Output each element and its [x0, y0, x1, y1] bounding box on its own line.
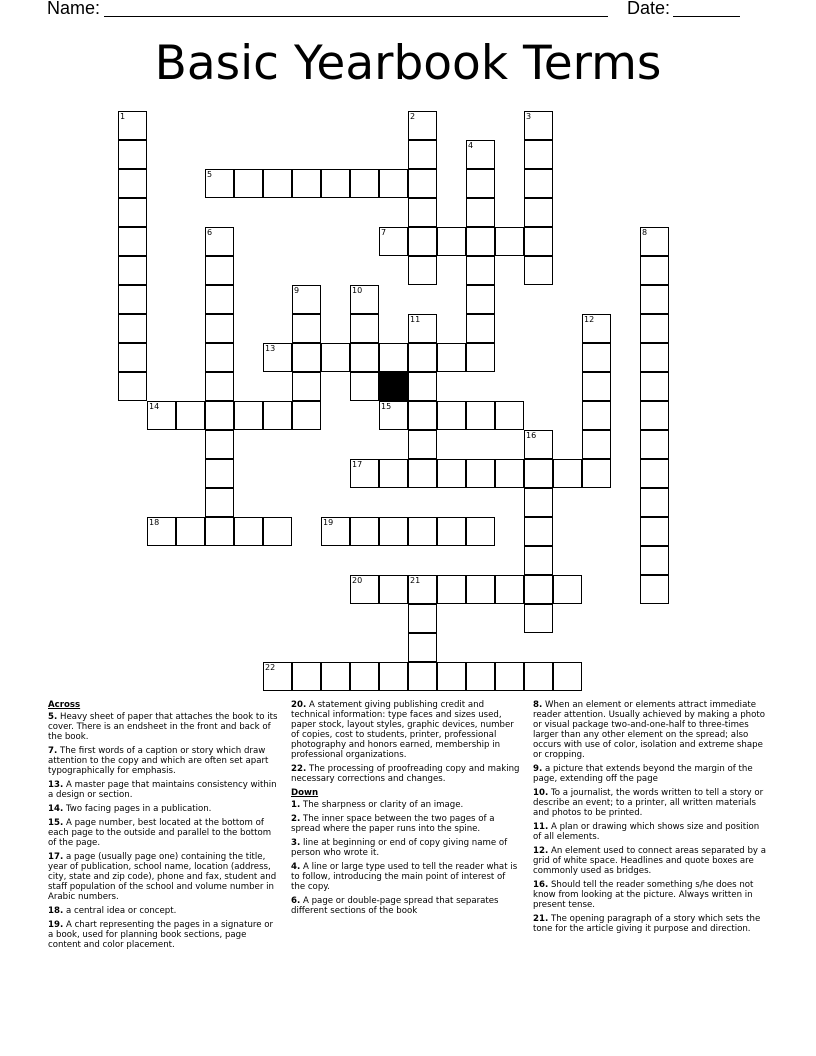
grid-cell[interactable]	[350, 343, 379, 372]
grid-cell[interactable]	[524, 198, 553, 227]
grid-cell[interactable]	[118, 372, 147, 401]
clue	[291, 700, 521, 760]
grid-cell[interactable]	[379, 662, 408, 691]
grid-cell[interactable]	[408, 517, 437, 546]
clue-number: 10	[352, 286, 363, 295]
grid-cell[interactable]	[466, 459, 495, 488]
grid-cell[interactable]	[466, 227, 495, 256]
grid-cell[interactable]	[205, 372, 234, 401]
grid-cell[interactable]	[495, 459, 524, 488]
grid-cell[interactable]	[495, 662, 524, 691]
clue-num: 4.	[291, 862, 301, 872]
clue	[291, 838, 521, 858]
clue	[291, 814, 521, 834]
grid-cell[interactable]	[350, 517, 379, 546]
clue-number: 14	[149, 402, 160, 411]
clue	[48, 852, 280, 902]
clue-text: a central idea or concept.	[65, 906, 177, 916]
grid-cell[interactable]	[118, 227, 147, 256]
clue	[48, 906, 280, 916]
clue-num: 11.	[533, 822, 549, 832]
grid-cell[interactable]	[553, 459, 582, 488]
grid-cell[interactable]	[524, 256, 553, 285]
clues-column-2	[291, 700, 521, 920]
grid-cell[interactable]	[321, 662, 350, 691]
clue-num: 13.	[48, 780, 64, 790]
down-clue-list-continued	[533, 700, 769, 934]
grid-cell[interactable]	[466, 198, 495, 227]
clue-text: An element used to connect areas separated by a grid of white space. Headlines and quote boxes are commonly used as bridges.	[533, 846, 766, 876]
grid-cell[interactable]	[582, 459, 611, 488]
clue-text: a page (usually page one) containing the title, year of publication, school name, location (address, city, state and zip code), phone and fax, student and staff population of the school and volume number in Arabic numbers.	[48, 852, 277, 902]
clue-number: 15	[381, 402, 392, 411]
grid-cell[interactable]	[321, 343, 350, 372]
grid-cell[interactable]	[350, 169, 379, 198]
grid-cell[interactable]	[408, 662, 437, 691]
grid-cell[interactable]	[118, 169, 147, 198]
clue-num: 1.	[291, 800, 301, 810]
grid-cell[interactable]	[640, 488, 669, 517]
clue-number: 12	[584, 315, 595, 324]
clue	[533, 822, 769, 842]
grid-cell[interactable]	[118, 314, 147, 343]
grid-cell[interactable]	[524, 604, 553, 633]
across-clue-list-continued	[291, 700, 521, 784]
grid-cell[interactable]	[234, 169, 263, 198]
grid-cell[interactable]	[321, 169, 350, 198]
grid-cell[interactable]	[408, 227, 437, 256]
clue-text: Heavy sheet of paper that attaches the book to its cover. There is an endsheet in the front and back of the book.	[48, 712, 278, 742]
grid-cell[interactable]	[408, 169, 437, 198]
clue-num: 9.	[533, 764, 543, 774]
grid-cell[interactable]	[437, 662, 466, 691]
clue	[48, 780, 280, 800]
clue-num: 8.	[533, 700, 543, 710]
grid-cell[interactable]	[553, 575, 582, 604]
clue-num: 16.	[533, 880, 549, 890]
clue-text: A line or large type used to tell the reader what is to follow, introducing the main point of interest of the copy.	[291, 862, 518, 892]
clue	[291, 800, 521, 810]
grid-cell[interactable]	[205, 256, 234, 285]
grid-cell[interactable]	[408, 604, 437, 633]
grid-cell[interactable]	[408, 198, 437, 227]
grid-cell[interactable]	[640, 256, 669, 285]
grid-cell[interactable]	[379, 575, 408, 604]
grid-cell[interactable]	[640, 401, 669, 430]
clue	[533, 846, 769, 876]
clues-column-3	[533, 700, 769, 938]
grid-cell[interactable]	[524, 459, 553, 488]
grid-cell[interactable]	[640, 459, 669, 488]
clue-text: When an element or elements attract immediate reader attention. Usually achieved by making a photo or visual package two-and-one-half to three-times larger than any other element on the spread; also occurs with use of color, isolation and extreme shape or cropping.	[533, 700, 766, 760]
grid-cell[interactable]	[292, 169, 321, 198]
grid-cell[interactable]	[408, 140, 437, 169]
grid-cell[interactable]	[205, 517, 234, 546]
date-label: Date:	[627, 0, 671, 18]
grid-cell[interactable]	[292, 372, 321, 401]
clue	[291, 896, 521, 916]
clue-number: 1	[120, 112, 126, 121]
grid-cell[interactable]	[350, 314, 379, 343]
across-clue-list	[48, 712, 280, 950]
page-title: Basic Yearbook Terms	[154, 36, 662, 91]
grid-cell[interactable]	[524, 546, 553, 575]
clue-number: 3	[526, 112, 532, 121]
grid-cell[interactable]	[640, 546, 669, 575]
grid-cell[interactable]	[524, 169, 553, 198]
clue-text: The inner space between the two pages of a spread where the paper runs into the spine.	[291, 814, 495, 834]
clue-text: line at beginning or end of copy giving name of person who wrote it.	[291, 838, 508, 858]
clue-text: The processing of proofreading copy and making necessary corrections and changes.	[291, 764, 520, 784]
grid-cell[interactable]	[408, 430, 437, 459]
grid-cell[interactable]	[408, 633, 437, 662]
grid-cell[interactable]	[379, 169, 408, 198]
grid-cell[interactable]	[466, 169, 495, 198]
grid-cell[interactable]	[524, 662, 553, 691]
grid-cell[interactable]	[437, 459, 466, 488]
clue-number: 2	[410, 112, 416, 121]
down-clue-list	[291, 800, 521, 916]
grid-cell[interactable]	[524, 517, 553, 546]
grid-cell[interactable]	[205, 430, 234, 459]
clue-num: 7.	[48, 746, 58, 756]
grid-cell[interactable]	[466, 401, 495, 430]
grid-cell[interactable]	[640, 430, 669, 459]
grid-cell[interactable]	[379, 343, 408, 372]
clue-number: 9	[294, 286, 300, 295]
clue-text: a picture that extends beyond the margin of the page, extending off the page	[533, 764, 753, 784]
grid-cell[interactable]	[263, 169, 292, 198]
grid-cell[interactable]	[263, 517, 292, 546]
grid-cell[interactable]	[524, 575, 553, 604]
grid-cell[interactable]	[263, 401, 292, 430]
grid-cell[interactable]	[495, 227, 524, 256]
grid-cell[interactable]	[466, 314, 495, 343]
clue	[533, 914, 769, 934]
grid-cell[interactable]	[205, 459, 234, 488]
grid-cell[interactable]	[350, 662, 379, 691]
clue-num: 14.	[48, 804, 64, 814]
clue-number: 11	[410, 315, 421, 324]
clue-text: A plan or drawing which shows size and position of all elements.	[533, 822, 760, 842]
clue	[48, 746, 280, 776]
grid-cell[interactable]	[524, 227, 553, 256]
clue-num: 15.	[48, 818, 64, 828]
clue-num: 22.	[291, 764, 307, 774]
grid-cell[interactable]	[437, 343, 466, 372]
clue-num: 6.	[291, 896, 301, 906]
clue-num: 21.	[533, 914, 549, 924]
grid-cell[interactable]	[292, 401, 321, 430]
grid-cell[interactable]	[234, 517, 263, 546]
clue-text: A chart representing the pages in a signature or a book, used for planning book sections, page content and color placement.	[48, 920, 274, 950]
grid-cell[interactable]	[640, 314, 669, 343]
clue-number: 18	[149, 518, 160, 527]
grid-cell[interactable]	[118, 285, 147, 314]
grid-cell[interactable]	[640, 372, 669, 401]
clue-number: 6	[207, 228, 213, 237]
grid-cell[interactable]	[466, 256, 495, 285]
grid-cell[interactable]	[205, 314, 234, 343]
clue-num: 3.	[291, 838, 301, 848]
clue	[533, 788, 769, 818]
grid-cell[interactable]	[205, 401, 234, 430]
clue-num: 17.	[48, 852, 64, 862]
grid-cell[interactable]	[176, 517, 205, 546]
clue-text: The first words of a caption or story which draw attention to the copy and which are often set apart typographically for emphasis.	[48, 746, 269, 776]
grid-cell[interactable]	[437, 401, 466, 430]
clue-text: To a journalist, the words written to tell a story or describe an event; to a printer, all written materials and photos to be printed.	[533, 788, 764, 818]
clue-number: 17	[352, 460, 363, 469]
grid-cell[interactable]	[437, 575, 466, 604]
grid-cell[interactable]	[524, 140, 553, 169]
clue-num: 10.	[533, 788, 549, 798]
across-heading: Across	[48, 700, 81, 710]
clue-number: 5	[207, 170, 213, 179]
clue-text: Two facing pages in a publication.	[65, 804, 212, 814]
grid-cell[interactable]	[292, 314, 321, 343]
grid-cell[interactable]	[379, 517, 408, 546]
grid-cell[interactable]	[466, 517, 495, 546]
grid-cell[interactable]	[640, 285, 669, 314]
grid-cell[interactable]	[582, 430, 611, 459]
grid-cell[interactable]	[118, 140, 147, 169]
grid-cell[interactable]	[466, 662, 495, 691]
grid-cell[interactable]	[437, 517, 466, 546]
clue-text: A master page that maintains consistency within a design or section.	[48, 780, 277, 800]
grid-cell[interactable]	[408, 459, 437, 488]
grid-cell[interactable]	[466, 343, 495, 372]
grid-cell[interactable]	[495, 401, 524, 430]
grid-cell[interactable]	[524, 488, 553, 517]
clue-text: A statement giving publishing credit and technical information: type faces and sizes used, paper stock, layout styles, graphic devices, number of copies, cost to students, printer, professional photography and honors earned, membership in professional organizations.	[291, 700, 514, 760]
grid-cell[interactable]	[640, 575, 669, 604]
clue	[533, 700, 769, 760]
black-cell	[379, 372, 408, 401]
clue	[48, 818, 280, 848]
grid-cell[interactable]	[466, 285, 495, 314]
clue	[48, 804, 280, 814]
grid-cell[interactable]	[582, 372, 611, 401]
grid-cell[interactable]	[292, 343, 321, 372]
grid-cell[interactable]	[205, 343, 234, 372]
grid-cell[interactable]	[118, 343, 147, 372]
grid-cell[interactable]	[205, 488, 234, 517]
grid-cell[interactable]	[640, 343, 669, 372]
clue	[533, 764, 769, 784]
clue	[48, 712, 280, 742]
clue-text: Should tell the reader something s/he does not know from looking at the picture. Always written in present tense.	[533, 880, 754, 910]
clue-number: 20	[352, 576, 363, 585]
clue-number: 7	[381, 228, 387, 237]
clue-number: 22	[265, 663, 276, 672]
down-heading: Down	[291, 788, 319, 798]
clue-text: A page or double-page spread that separates different sections of the book	[291, 896, 499, 916]
clue-number: 19	[323, 518, 334, 527]
clue	[291, 764, 521, 784]
clue	[533, 880, 769, 910]
name-label: Name:	[47, 0, 101, 18]
grid-cell[interactable]	[466, 575, 495, 604]
grid-cell[interactable]	[408, 372, 437, 401]
clue-num: 19.	[48, 920, 64, 930]
clue-num: 12.	[533, 846, 549, 856]
grid-cell[interactable]	[408, 343, 437, 372]
grid-cell[interactable]	[379, 459, 408, 488]
clues-column-1	[48, 700, 280, 954]
clue-text: The opening paragraph of a story which sets the tone for the article giving it purpose and direction.	[533, 914, 761, 934]
grid-cell[interactable]	[553, 662, 582, 691]
clue-text: A page number, best located at the bottom of each page to the outside and parallel to the bottom of the page.	[48, 818, 272, 848]
clue-number: 8	[642, 228, 648, 237]
clue	[48, 920, 280, 950]
clue-number: 4	[468, 141, 474, 150]
grid-cell[interactable]	[350, 372, 379, 401]
grid-cell[interactable]	[408, 401, 437, 430]
clue-num: 18.	[48, 906, 64, 916]
clue	[291, 862, 521, 892]
clue-number: 21	[410, 576, 421, 585]
grid-cell[interactable]	[582, 401, 611, 430]
grid-cell[interactable]	[234, 401, 263, 430]
grid-cell[interactable]	[176, 401, 205, 430]
grid-cell[interactable]	[437, 227, 466, 256]
clue-num: 2.	[291, 814, 301, 824]
grid-cell[interactable]	[640, 517, 669, 546]
grid-cell[interactable]	[408, 256, 437, 285]
clue-number: 16	[526, 431, 537, 440]
grid-cell[interactable]	[292, 662, 321, 691]
grid-cell[interactable]	[118, 256, 147, 285]
grid-cell[interactable]	[205, 285, 234, 314]
clue-number: 13	[265, 344, 276, 353]
clue-text: The sharpness or clarity of an image.	[302, 800, 464, 810]
grid-cell[interactable]	[582, 343, 611, 372]
grid-cell[interactable]	[495, 575, 524, 604]
clue-num: 5.	[48, 712, 58, 722]
grid-cell[interactable]	[118, 198, 147, 227]
clue-num: 20.	[291, 700, 307, 710]
